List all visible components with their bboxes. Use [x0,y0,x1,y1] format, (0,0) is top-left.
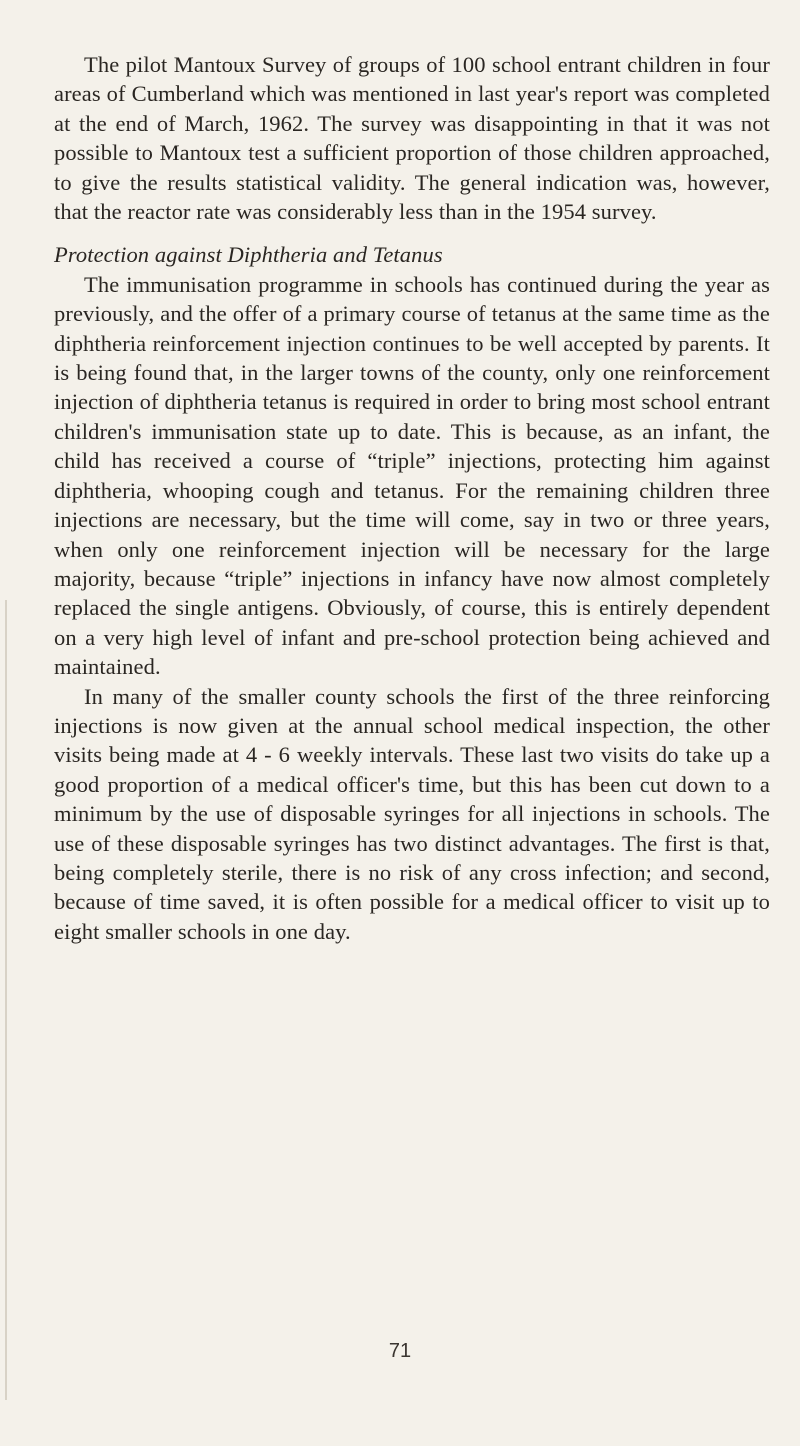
paragraph-smaller-schools: In many of the smaller county schools the first of the three reinforcing injections is now given at the annual school medical inspection, the other visits being made at 4 - 6 weekly intervals. These last two visits do take up a good proportion of a medical officer's time, but this has been cut down to a minimum by the use of disposable syringes for all injections in schools. The use of these disposable syringes has two distinct advantages. The first is that, being completely sterile, there is no risk of any cross infection; and second, because of time saved, it is often possible for a medical officer to visit up to eight smaller schools in one day. [54,683,770,944]
page-number: 71 [388,1340,412,1362]
paragraph-immunisation-programme: The immunisation programme in schools has continued during the year as previously, and the offer of a primary course of tetanus at the same time as the diphtheria reinforcement injection continues to be well accepted by parents. It is being found that, in the larger towns of the county, only one reinforcement injection of diphtheria tetanus is required in order to bring most school entrant children's immunisation state up to date. This is because, as an infant, the child has received a course of “triple” injections, protecting him against diphtheria, whooping cough and tetanus. For the remaining children three injections are necessary, but the time will come, say in two or three years, when only one reinforcement injection will be necessary for the large majority, because “triple” injections in infancy have now almost completely replaced the single antigens. Obviously, of course, this is entirely dependent on a very high level of infant and pre-school protection being achieved and maintained. [54,271,770,680]
body-text [54,50,770,946]
paragraph-mantoux-survey: The pilot Mantoux Survey of groups of 100 school entrant children in four areas of Cumberland which was mentioned in last year's report was completed at the end of March, 1962. The survey was disappointing in that it was not possible to Mantoux test a sufficient proportion of those children approached, to give the results statistical validity. The general indication was, however, that the reactor rate was considerably less than in the 1954 survey. [54,52,770,225]
section-heading: Protection against Diphtheria and Tetanus [54,242,443,268]
scan-margin-line [5,600,7,1400]
